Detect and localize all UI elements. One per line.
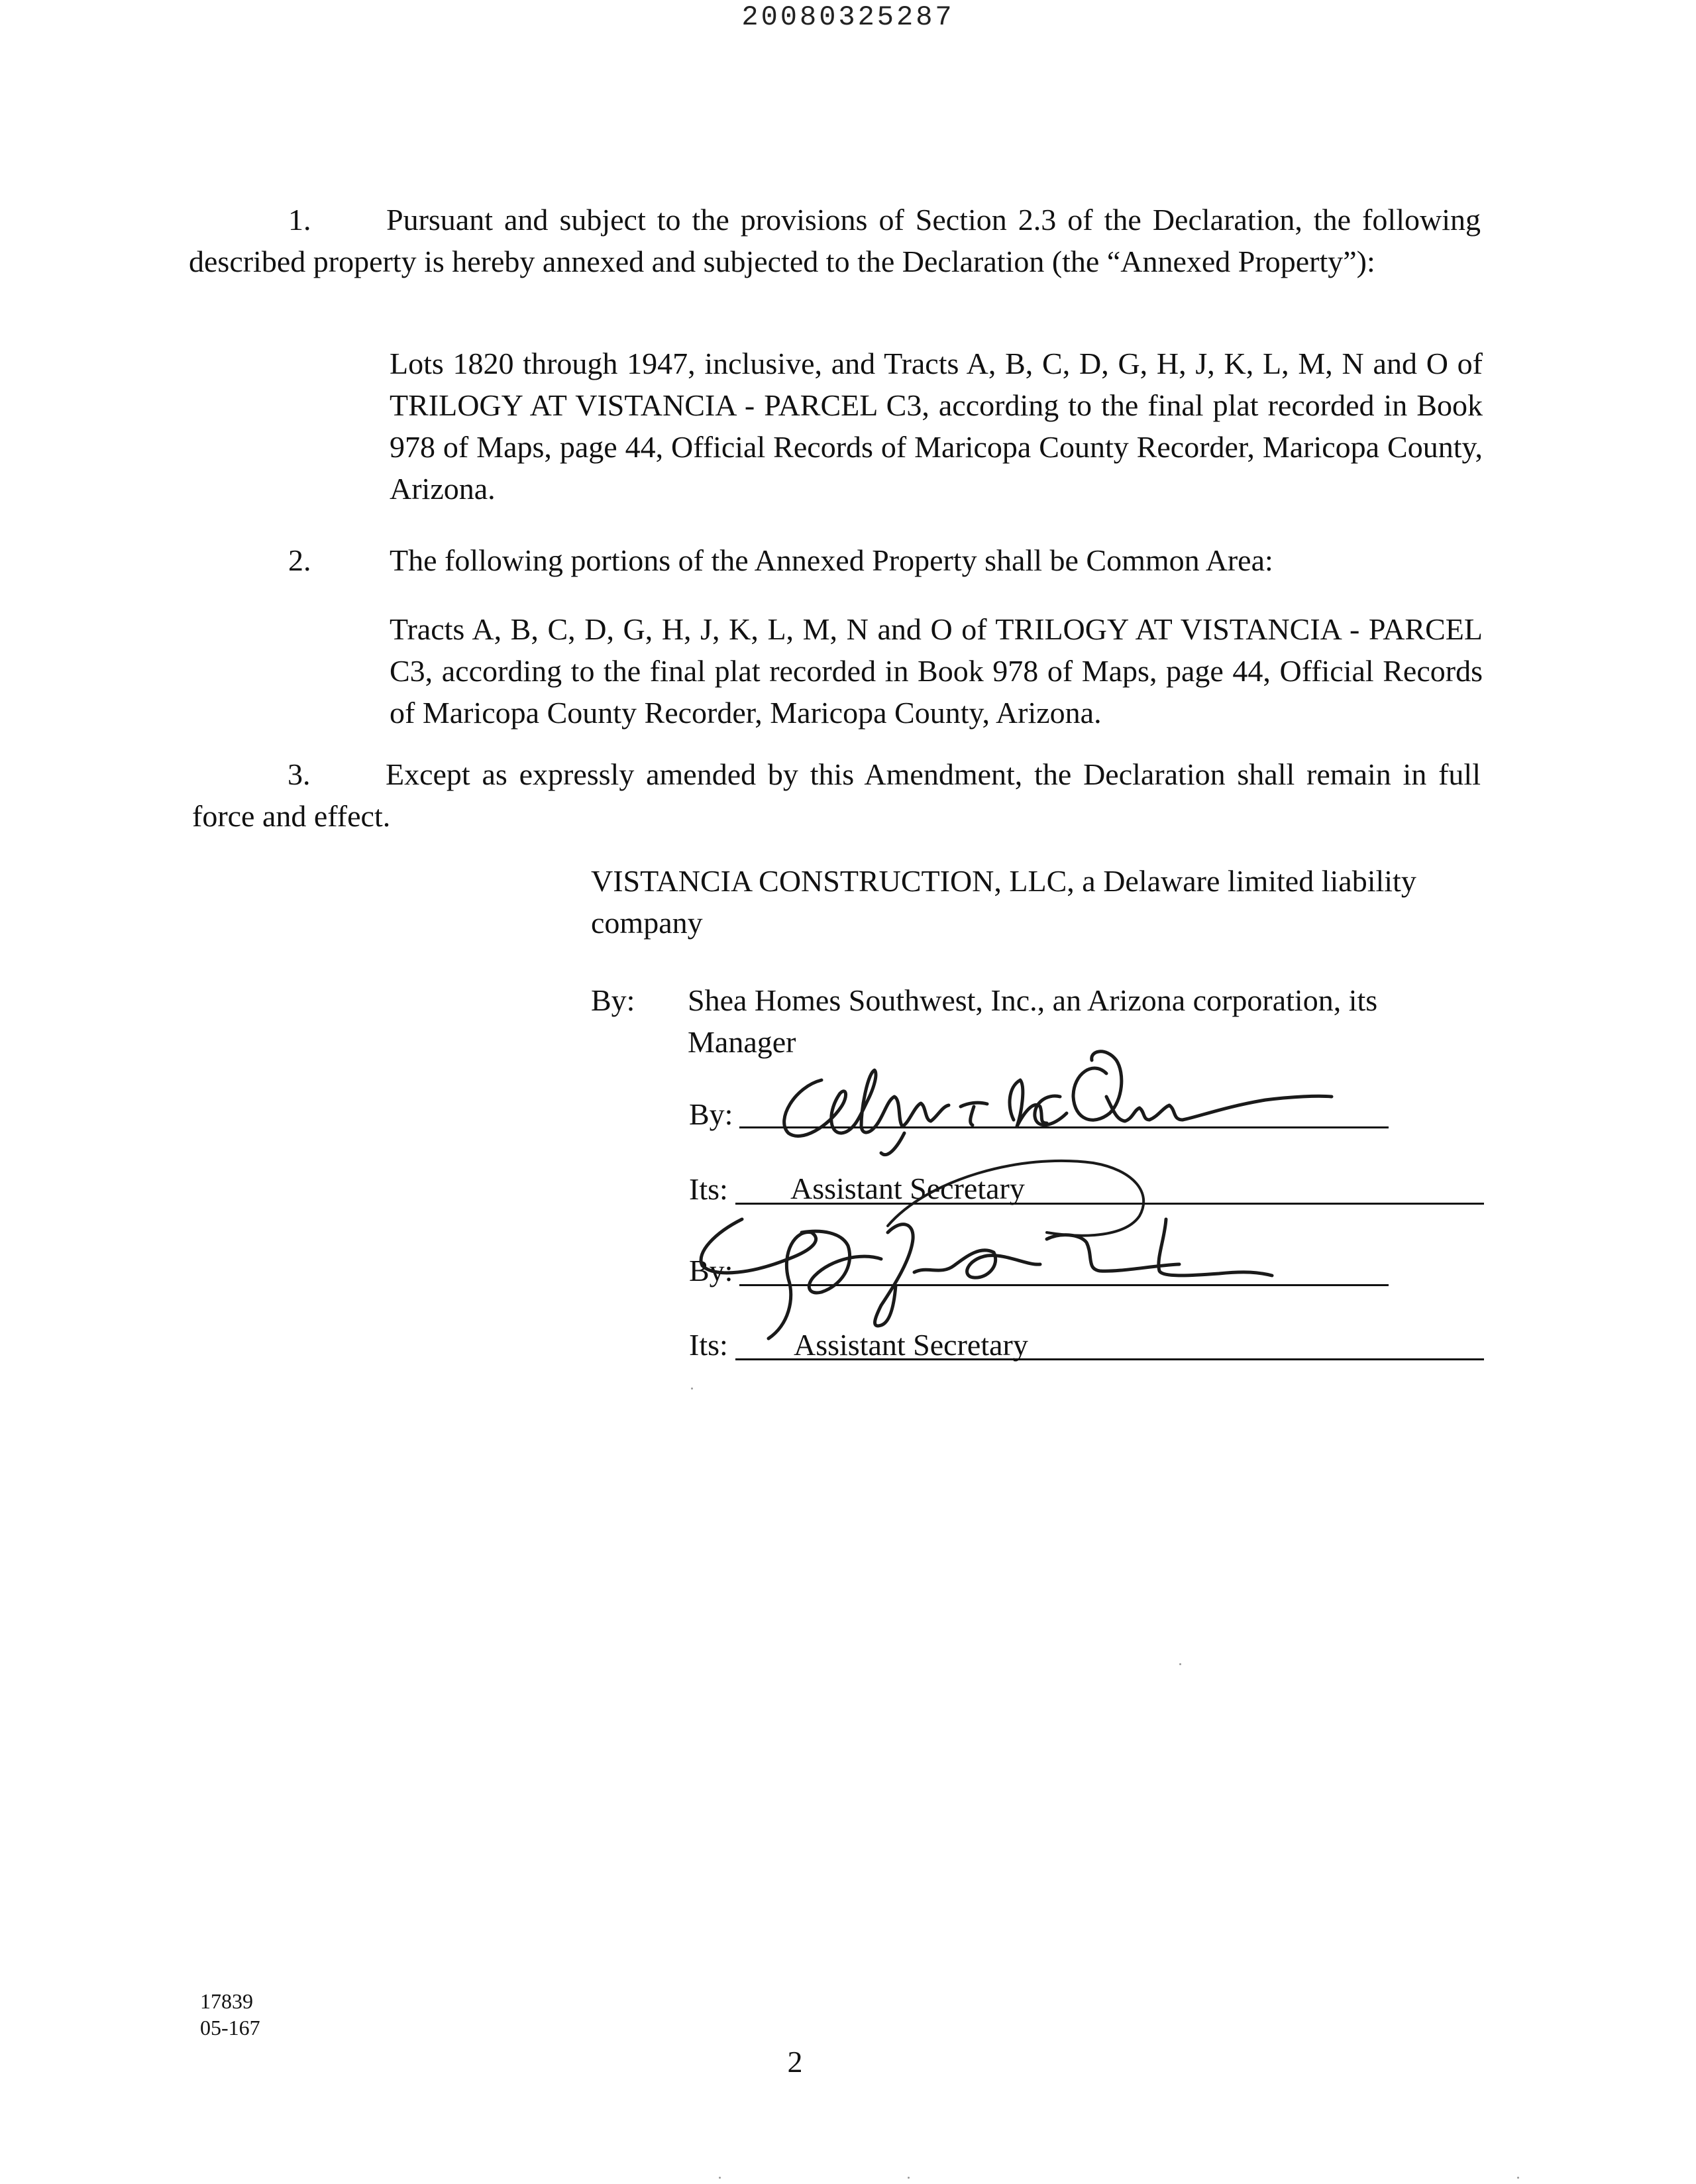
signer1-by-label: By: (689, 1097, 733, 1131)
footer-code-2: 05-167 (200, 2016, 260, 2040)
signer2-by-label: By: (689, 1254, 733, 1287)
paragraph-1 (189, 199, 1481, 282)
scan-speck (1179, 1663, 1181, 1665)
scan-speck (1517, 2177, 1519, 2179)
footer-code-1: 17839 (200, 1989, 253, 2013)
recording-number: 20080325287 (741, 1, 955, 33)
signer1-title: Assistant Secretary (790, 1172, 1025, 1205)
paragraph-3-text: Except as expressly amended by this Amendment, the Declaration shall remain in full force and effect. (192, 757, 1481, 833)
annexed-property-description: Lots 1820 through 1947, inclusive, and Tracts A, B, C, D, G, H, J, K, L, M, N and O of TRILOGY AT VISTANCIA - PARCEL C3, according to the final plat recorded in Book 978 of Maps, page 44, Official Records of Maricopa County Recorder, Maricopa County, Arizona. (390, 347, 1483, 506)
paragraph-3-number: 3. (288, 757, 311, 791)
paragraph-1-text: Pursuant and subject to the provisions of Section 2.3 of the Declaration, the following described property is hereby annexed and subjected to the Declaration (the “Annexed Property”): (189, 203, 1481, 278)
handwritten-signature-2 (689, 1193, 1298, 1345)
common-area-description: Tracts A, B, C, D, G, H, J, K, L, M, N and O of TRILOGY AT VISTANCIA - PARCEL C3, according to the final plat recorded in Book 978 of Maps, page 44, Official Records of Maricopa County Recorder, Maricopa County, Arizona. (390, 612, 1483, 730)
paragraph-3 (192, 753, 1481, 837)
paragraph-2-text: The following portions of the Annexed Property shall be Common Area: (390, 543, 1273, 577)
paragraph-1-number: 1. (288, 203, 311, 237)
company-name: VISTANCIA CONSTRUCTION, LLC, a Delaware limited liability company (591, 864, 1416, 940)
signer2-its-label: Its: (689, 1328, 728, 1362)
paragraph-2 (288, 539, 1273, 581)
scan-speck (691, 1388, 693, 1390)
page-number: 2 (787, 2045, 803, 2079)
scan-speck (908, 2177, 910, 2179)
manager-entity: Shea Homes Southwest, Inc., an Arizona corporation, its Manager (688, 983, 1378, 1059)
paragraph-2-number: 2. (288, 543, 311, 577)
signer1-its-label: Its: (689, 1172, 728, 1206)
signer2-title: Assistant Secretary (794, 1328, 1028, 1362)
scan-speck (719, 2177, 721, 2179)
manager-by-label: By: (591, 983, 635, 1017)
